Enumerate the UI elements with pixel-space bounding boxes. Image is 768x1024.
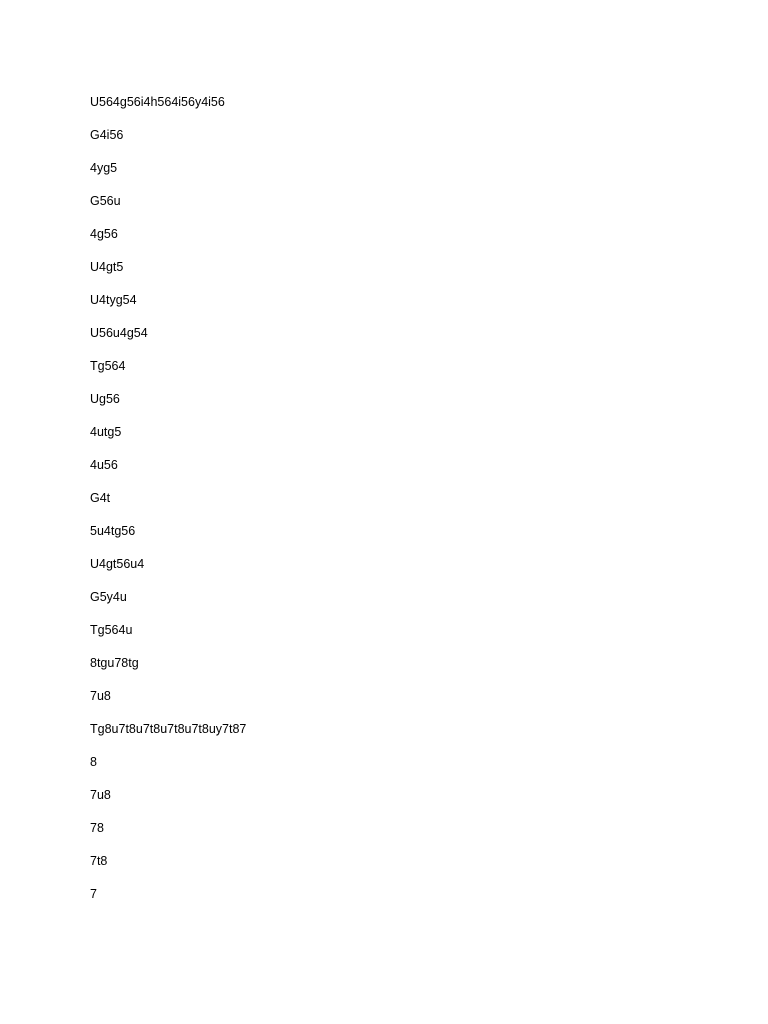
text-line: 8tgu78tg xyxy=(90,656,139,670)
text-line: Tg564u xyxy=(90,623,133,637)
text-line: U4tyg54 xyxy=(90,293,137,307)
text-line: 8 xyxy=(90,755,97,769)
text-line: Tg8u7t8u7t8u7t8u7t8uy7t87 xyxy=(90,722,247,736)
text-line: 7t8 xyxy=(90,854,108,868)
text-line: 7u8 xyxy=(90,788,111,802)
text-line: 4u56 xyxy=(90,458,118,472)
text-line: G4i56 xyxy=(90,128,124,142)
text-line: 7u8 xyxy=(90,689,111,703)
text-line: Tg564 xyxy=(90,359,126,373)
text-line: G5y4u xyxy=(90,590,127,604)
text-line: U564g56i4h564i56y4i56 xyxy=(90,95,225,109)
text-line: U4gt56u4 xyxy=(90,557,145,571)
text-line: 4g56 xyxy=(90,227,118,241)
text-line: Ug56 xyxy=(90,392,120,406)
text-line: G4t xyxy=(90,491,111,505)
text-line: U4gt5 xyxy=(90,260,124,274)
text-line: U56u4g54 xyxy=(90,326,148,340)
text-line: 4yg5 xyxy=(90,161,118,175)
text-line: 5u4tg56 xyxy=(90,524,136,538)
text-line: 78 xyxy=(90,821,104,835)
text-line: G56u xyxy=(90,194,121,208)
text-line: 4utg5 xyxy=(90,425,122,439)
text-line: 7 xyxy=(90,887,97,901)
